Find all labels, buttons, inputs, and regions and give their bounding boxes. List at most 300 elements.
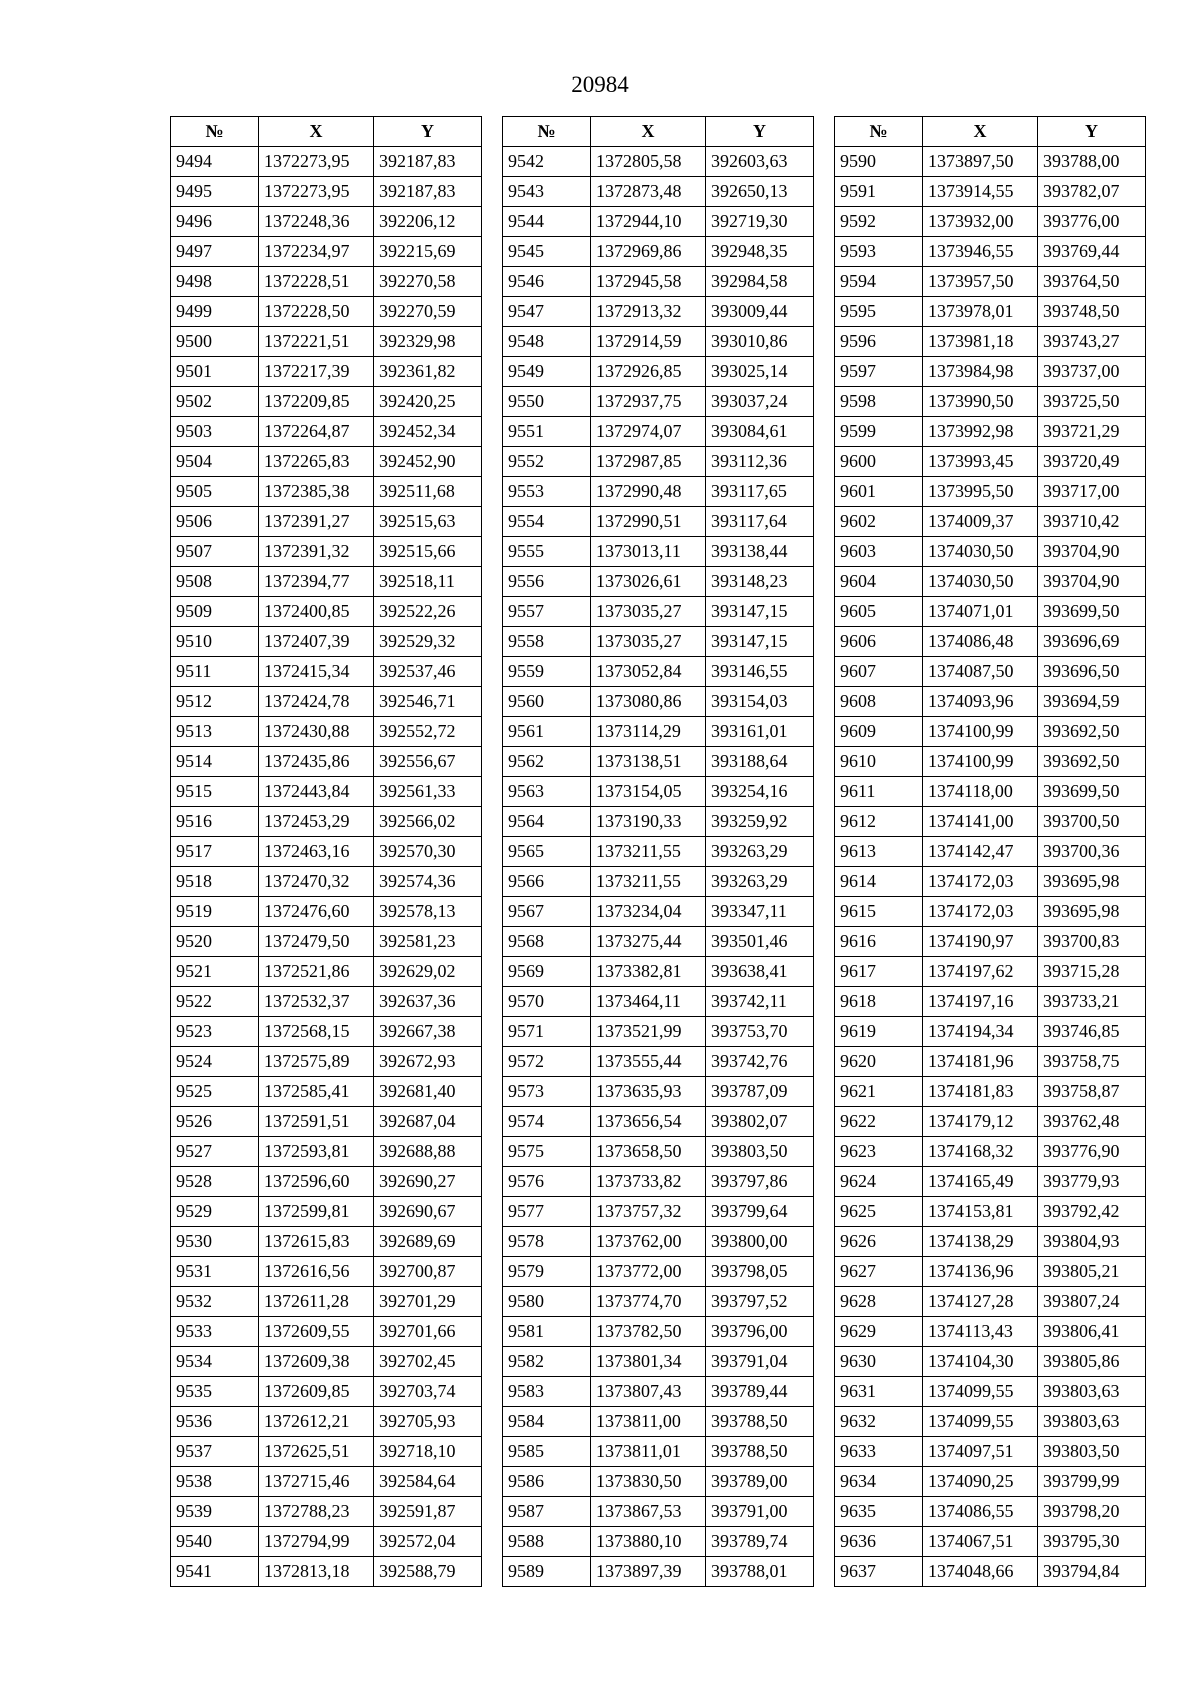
y-coordinate-cell: 392574,36 (374, 867, 482, 897)
point-number-cell: 9513 (171, 717, 259, 747)
y-coordinate-cell: 393797,52 (706, 1287, 814, 1317)
table-row (503, 627, 814, 657)
y-coordinate-cell: 392702,45 (374, 1347, 482, 1377)
x-coordinate-cell: 1373811,01 (591, 1437, 706, 1467)
x-coordinate-cell: 1372521,86 (259, 957, 374, 987)
table-row (503, 1437, 814, 1467)
table-row (171, 1377, 482, 1407)
y-coordinate-cell: 393700,50 (1038, 807, 1146, 837)
x-coordinate-cell: 1374086,48 (923, 627, 1038, 657)
y-coordinate-cell: 392452,34 (374, 417, 482, 447)
table-row (503, 1317, 814, 1347)
x-coordinate-cell: 1374087,50 (923, 657, 1038, 687)
y-coordinate-cell: 393799,64 (706, 1197, 814, 1227)
x-coordinate-cell: 1372443,84 (259, 777, 374, 807)
y-coordinate-cell: 393806,41 (1038, 1317, 1146, 1347)
point-number-cell: 9575 (503, 1137, 591, 1167)
x-coordinate-cell: 1373932,00 (923, 207, 1038, 237)
point-number-cell: 9581 (503, 1317, 591, 1347)
x-coordinate-cell: 1372609,85 (259, 1377, 374, 1407)
table-row (503, 1107, 814, 1137)
y-coordinate-cell: 393804,93 (1038, 1227, 1146, 1257)
y-coordinate-cell: 393798,05 (706, 1257, 814, 1287)
x-coordinate-cell: 1374197,62 (923, 957, 1038, 987)
table-row (835, 417, 1146, 447)
table-row (503, 897, 814, 927)
table-row (171, 567, 482, 597)
x-coordinate-cell: 1372463,16 (259, 837, 374, 867)
table-row (171, 447, 482, 477)
x-coordinate-cell: 1373914,55 (923, 177, 1038, 207)
x-coordinate-cell: 1372813,18 (259, 1557, 374, 1587)
table-row (171, 1317, 482, 1347)
y-coordinate-cell: 393758,75 (1038, 1047, 1146, 1077)
point-number-cell: 9540 (171, 1527, 259, 1557)
point-number-cell: 9547 (503, 297, 591, 327)
table-body (835, 147, 1146, 1587)
table-row (503, 927, 814, 957)
point-number-cell: 9527 (171, 1137, 259, 1167)
y-coordinate-cell: 392718,10 (374, 1437, 482, 1467)
table-row (171, 1197, 482, 1227)
x-coordinate-cell: 1374127,28 (923, 1287, 1038, 1317)
table-row (171, 987, 482, 1017)
point-number-cell: 9553 (503, 477, 591, 507)
header-y: Y (374, 117, 482, 147)
x-coordinate-cell: 1374153,81 (923, 1197, 1038, 1227)
x-coordinate-cell: 1374181,83 (923, 1077, 1038, 1107)
y-coordinate-cell: 393138,44 (706, 537, 814, 567)
y-coordinate-cell: 392329,98 (374, 327, 482, 357)
y-coordinate-cell: 393700,36 (1038, 837, 1146, 867)
table-row (835, 927, 1146, 957)
x-coordinate-cell: 1372990,48 (591, 477, 706, 507)
x-coordinate-cell: 1373555,44 (591, 1047, 706, 1077)
table-row (503, 1017, 814, 1047)
point-number-cell: 9629 (835, 1317, 923, 1347)
y-coordinate-cell: 393263,29 (706, 867, 814, 897)
x-coordinate-cell: 1374172,03 (923, 867, 1038, 897)
y-coordinate-cell: 393799,99 (1038, 1467, 1146, 1497)
x-coordinate-cell: 1372273,95 (259, 147, 374, 177)
y-coordinate-cell: 392672,93 (374, 1047, 482, 1077)
y-coordinate-cell: 392518,11 (374, 567, 482, 597)
x-coordinate-cell: 1372873,48 (591, 177, 706, 207)
y-coordinate-cell: 393789,00 (706, 1467, 814, 1497)
header-x: X (591, 117, 706, 147)
table-row (835, 807, 1146, 837)
table-row (503, 357, 814, 387)
point-number-cell: 9634 (835, 1467, 923, 1497)
x-coordinate-cell: 1372987,85 (591, 447, 706, 477)
y-coordinate-cell: 392719,30 (706, 207, 814, 237)
point-number-cell: 9608 (835, 687, 923, 717)
y-coordinate-cell: 393010,86 (706, 327, 814, 357)
y-coordinate-cell: 393788,50 (706, 1407, 814, 1437)
x-coordinate-cell: 1372591,51 (259, 1107, 374, 1137)
point-number-cell: 9613 (835, 837, 923, 867)
point-number-cell: 9616 (835, 927, 923, 957)
point-number-cell: 9622 (835, 1107, 923, 1137)
x-coordinate-cell: 1373211,55 (591, 867, 706, 897)
table-row (171, 297, 482, 327)
y-coordinate-cell: 393779,93 (1038, 1167, 1146, 1197)
point-number-cell: 9572 (503, 1047, 591, 1077)
y-coordinate-cell: 392703,74 (374, 1377, 482, 1407)
table-row (171, 417, 482, 447)
point-number-cell: 9626 (835, 1227, 923, 1257)
y-coordinate-cell: 393084,61 (706, 417, 814, 447)
point-number-cell: 9614 (835, 867, 923, 897)
x-coordinate-cell: 1373867,53 (591, 1497, 706, 1527)
x-coordinate-cell: 1373190,33 (591, 807, 706, 837)
x-coordinate-cell: 1373957,50 (923, 267, 1038, 297)
point-number-cell: 9592 (835, 207, 923, 237)
y-coordinate-cell: 392215,69 (374, 237, 482, 267)
table-row (835, 1227, 1146, 1257)
table-row (835, 1257, 1146, 1287)
y-coordinate-cell: 393347,11 (706, 897, 814, 927)
point-number-cell: 9624 (835, 1167, 923, 1197)
point-number-cell: 9584 (503, 1407, 591, 1437)
table-row (835, 1467, 1146, 1497)
x-coordinate-cell: 1373658,50 (591, 1137, 706, 1167)
table-row (171, 807, 482, 837)
x-coordinate-cell: 1374194,34 (923, 1017, 1038, 1047)
x-coordinate-cell: 1373080,86 (591, 687, 706, 717)
table-row (171, 267, 482, 297)
point-number-cell: 9545 (503, 237, 591, 267)
x-coordinate-cell: 1372265,83 (259, 447, 374, 477)
table-row (835, 687, 1146, 717)
point-number-cell: 9537 (171, 1437, 259, 1467)
table-body (503, 147, 814, 1587)
x-coordinate-cell: 1374168,32 (923, 1137, 1038, 1167)
point-number-cell: 9633 (835, 1437, 923, 1467)
x-coordinate-cell: 1374100,99 (923, 747, 1038, 777)
point-number-cell: 9574 (503, 1107, 591, 1137)
y-coordinate-cell: 393694,59 (1038, 687, 1146, 717)
table-row (171, 1287, 482, 1317)
y-coordinate-cell: 393721,29 (1038, 417, 1146, 447)
table-row (835, 777, 1146, 807)
x-coordinate-cell: 1373052,84 (591, 657, 706, 687)
y-coordinate-cell: 393259,92 (706, 807, 814, 837)
table-row (835, 147, 1146, 177)
y-coordinate-cell: 393743,27 (1038, 327, 1146, 357)
point-number-cell: 9496 (171, 207, 259, 237)
y-coordinate-cell: 393148,23 (706, 567, 814, 597)
x-coordinate-cell: 1373762,00 (591, 1227, 706, 1257)
y-coordinate-cell: 392187,83 (374, 147, 482, 177)
table-row (171, 927, 482, 957)
x-coordinate-cell: 1372234,97 (259, 237, 374, 267)
point-number-cell: 9546 (503, 267, 591, 297)
x-coordinate-cell: 1372415,34 (259, 657, 374, 687)
y-coordinate-cell: 393147,15 (706, 627, 814, 657)
table-row (835, 567, 1146, 597)
x-coordinate-cell: 1373981,18 (923, 327, 1038, 357)
x-coordinate-cell: 1372476,60 (259, 897, 374, 927)
point-number-cell: 9610 (835, 747, 923, 777)
table-row (171, 1017, 482, 1047)
x-coordinate-cell: 1374099,55 (923, 1407, 1038, 1437)
point-number-cell: 9603 (835, 537, 923, 567)
y-coordinate-cell: 392566,02 (374, 807, 482, 837)
y-coordinate-cell: 393791,00 (706, 1497, 814, 1527)
y-coordinate-cell: 393789,74 (706, 1527, 814, 1557)
table-row (503, 867, 814, 897)
table-row (171, 1497, 482, 1527)
y-coordinate-cell: 393764,50 (1038, 267, 1146, 297)
point-number-cell: 9548 (503, 327, 591, 357)
point-number-cell: 9600 (835, 447, 923, 477)
point-number-cell: 9620 (835, 1047, 923, 1077)
x-coordinate-cell: 1372974,07 (591, 417, 706, 447)
point-number-cell: 9504 (171, 447, 259, 477)
point-number-cell: 9567 (503, 897, 591, 927)
table-row (835, 1317, 1146, 1347)
point-number-cell: 9578 (503, 1227, 591, 1257)
x-coordinate-cell: 1373138,51 (591, 747, 706, 777)
table-row (835, 537, 1146, 567)
table-row (835, 987, 1146, 1017)
x-coordinate-cell: 1374071,01 (923, 597, 1038, 627)
x-coordinate-cell: 1372407,39 (259, 627, 374, 657)
point-number-cell: 9560 (503, 687, 591, 717)
table-row (171, 1527, 482, 1557)
table-row (503, 1527, 814, 1557)
table-row (835, 657, 1146, 687)
header-x: X (259, 117, 374, 147)
point-number-cell: 9507 (171, 537, 259, 567)
y-coordinate-cell: 393161,01 (706, 717, 814, 747)
y-coordinate-cell: 392581,23 (374, 927, 482, 957)
y-coordinate-cell: 393154,03 (706, 687, 814, 717)
point-number-cell: 9510 (171, 627, 259, 657)
y-coordinate-cell: 392687,04 (374, 1107, 482, 1137)
x-coordinate-cell: 1372914,59 (591, 327, 706, 357)
y-coordinate-cell: 392420,25 (374, 387, 482, 417)
table-row (835, 327, 1146, 357)
table-row (171, 1167, 482, 1197)
x-coordinate-cell: 1374172,03 (923, 897, 1038, 927)
y-coordinate-cell: 393794,84 (1038, 1557, 1146, 1587)
point-number-cell: 9499 (171, 297, 259, 327)
y-coordinate-cell: 393782,07 (1038, 177, 1146, 207)
point-number-cell: 9556 (503, 567, 591, 597)
coordinate-table-2 (502, 116, 814, 1587)
x-coordinate-cell: 1372217,39 (259, 357, 374, 387)
x-coordinate-cell: 1372615,83 (259, 1227, 374, 1257)
table-row (503, 507, 814, 537)
table-row (835, 1557, 1146, 1587)
x-coordinate-cell: 1372990,51 (591, 507, 706, 537)
y-coordinate-cell: 393710,42 (1038, 507, 1146, 537)
y-coordinate-cell: 392546,71 (374, 687, 482, 717)
point-number-cell: 9579 (503, 1257, 591, 1287)
table-row (835, 747, 1146, 777)
x-coordinate-cell: 1374113,43 (923, 1317, 1038, 1347)
table-row (171, 1227, 482, 1257)
x-coordinate-cell: 1374181,96 (923, 1047, 1038, 1077)
table-row (835, 837, 1146, 867)
x-coordinate-cell: 1372945,58 (591, 267, 706, 297)
y-coordinate-cell: 392537,46 (374, 657, 482, 687)
y-coordinate-cell: 392701,29 (374, 1287, 482, 1317)
y-coordinate-cell: 392603,63 (706, 147, 814, 177)
x-coordinate-cell: 1372391,27 (259, 507, 374, 537)
y-coordinate-cell: 393758,87 (1038, 1077, 1146, 1107)
point-number-cell: 9533 (171, 1317, 259, 1347)
table-row (835, 357, 1146, 387)
y-coordinate-cell: 392552,72 (374, 717, 482, 747)
table-row (171, 537, 482, 567)
table-row (835, 237, 1146, 267)
point-number-cell: 9541 (171, 1557, 259, 1587)
table-row (835, 1437, 1146, 1467)
y-coordinate-cell: 393796,00 (706, 1317, 814, 1347)
x-coordinate-cell: 1373801,34 (591, 1347, 706, 1377)
table-row (835, 1107, 1146, 1137)
point-number-cell: 9630 (835, 1347, 923, 1377)
point-number-cell: 9593 (835, 237, 923, 267)
point-number-cell: 9590 (835, 147, 923, 177)
table-row (835, 597, 1146, 627)
point-number-cell: 9602 (835, 507, 923, 537)
table-row (171, 387, 482, 417)
point-number-cell: 9557 (503, 597, 591, 627)
point-number-cell: 9498 (171, 267, 259, 297)
table-row (171, 1407, 482, 1437)
x-coordinate-cell: 1372385,38 (259, 477, 374, 507)
y-coordinate-cell: 393802,07 (706, 1107, 814, 1137)
y-coordinate-cell: 392206,12 (374, 207, 482, 237)
y-coordinate-cell: 392270,58 (374, 267, 482, 297)
y-coordinate-cell: 392572,04 (374, 1527, 482, 1557)
point-number-cell: 9543 (503, 177, 591, 207)
y-coordinate-cell: 393742,11 (706, 987, 814, 1017)
point-number-cell: 9594 (835, 267, 923, 297)
y-coordinate-cell: 393725,50 (1038, 387, 1146, 417)
table-row (171, 657, 482, 687)
table-row (171, 747, 482, 777)
table-row (171, 867, 482, 897)
x-coordinate-cell: 1372609,38 (259, 1347, 374, 1377)
y-coordinate-cell: 392556,67 (374, 747, 482, 777)
table-row (503, 717, 814, 747)
table-row (835, 207, 1146, 237)
table-row (503, 1347, 814, 1377)
point-number-cell: 9530 (171, 1227, 259, 1257)
coordinate-table-1 (170, 116, 482, 1587)
y-coordinate-cell: 392588,79 (374, 1557, 482, 1587)
y-coordinate-cell: 393746,85 (1038, 1017, 1146, 1047)
table-row (503, 417, 814, 447)
point-number-cell: 9501 (171, 357, 259, 387)
point-number-cell: 9521 (171, 957, 259, 987)
x-coordinate-cell: 1373234,04 (591, 897, 706, 927)
table-row (503, 1497, 814, 1527)
y-coordinate-cell: 393263,29 (706, 837, 814, 867)
x-coordinate-cell: 1373811,00 (591, 1407, 706, 1437)
table-row (503, 537, 814, 567)
y-coordinate-cell: 393692,50 (1038, 717, 1146, 747)
table-row (171, 897, 482, 927)
x-coordinate-cell: 1372913,32 (591, 297, 706, 327)
y-coordinate-cell: 392688,88 (374, 1137, 482, 1167)
y-coordinate-cell: 393147,15 (706, 597, 814, 627)
table-row (171, 177, 482, 207)
table-row (835, 867, 1146, 897)
table-row (503, 1257, 814, 1287)
x-coordinate-cell: 1372430,88 (259, 717, 374, 747)
table-row (171, 1047, 482, 1077)
point-number-cell: 9497 (171, 237, 259, 267)
y-coordinate-cell: 393803,63 (1038, 1377, 1146, 1407)
point-number-cell: 9515 (171, 777, 259, 807)
x-coordinate-cell: 1374097,51 (923, 1437, 1038, 1467)
point-number-cell: 9535 (171, 1377, 259, 1407)
y-coordinate-cell: 393696,69 (1038, 627, 1146, 657)
point-number-cell: 9512 (171, 687, 259, 717)
point-number-cell: 9509 (171, 597, 259, 627)
x-coordinate-cell: 1373978,01 (923, 297, 1038, 327)
table-row (835, 477, 1146, 507)
table-row (171, 597, 482, 627)
point-number-cell: 9565 (503, 837, 591, 867)
point-number-cell: 9605 (835, 597, 923, 627)
y-coordinate-cell: 392570,30 (374, 837, 482, 867)
table-row (503, 597, 814, 627)
point-number-cell: 9596 (835, 327, 923, 357)
point-number-cell: 9582 (503, 1347, 591, 1377)
point-number-cell: 9532 (171, 1287, 259, 1317)
point-number-cell: 9588 (503, 1527, 591, 1557)
point-number-cell: 9566 (503, 867, 591, 897)
point-number-cell: 9568 (503, 927, 591, 957)
table-row (171, 477, 482, 507)
table-row (171, 1077, 482, 1107)
table-row (171, 507, 482, 537)
x-coordinate-cell: 1372568,15 (259, 1017, 374, 1047)
table-row (835, 267, 1146, 297)
x-coordinate-cell: 1373211,55 (591, 837, 706, 867)
header-num: № (835, 117, 923, 147)
point-number-cell: 9522 (171, 987, 259, 1017)
point-number-cell: 9555 (503, 537, 591, 567)
y-coordinate-cell: 392689,69 (374, 1227, 482, 1257)
table-row (503, 1467, 814, 1497)
table-row (835, 957, 1146, 987)
point-number-cell: 9632 (835, 1407, 923, 1437)
x-coordinate-cell: 1373995,50 (923, 477, 1038, 507)
x-coordinate-cell: 1372264,87 (259, 417, 374, 447)
x-coordinate-cell: 1372599,81 (259, 1197, 374, 1227)
x-coordinate-cell: 1372470,32 (259, 867, 374, 897)
x-coordinate-cell: 1373993,45 (923, 447, 1038, 477)
x-coordinate-cell: 1372715,46 (259, 1467, 374, 1497)
point-number-cell: 9569 (503, 957, 591, 987)
x-coordinate-cell: 1372593,81 (259, 1137, 374, 1167)
point-number-cell: 9538 (171, 1467, 259, 1497)
x-coordinate-cell: 1372532,37 (259, 987, 374, 1017)
table-row (503, 477, 814, 507)
point-number-cell: 9573 (503, 1077, 591, 1107)
y-coordinate-cell: 392667,38 (374, 1017, 482, 1047)
y-coordinate-cell: 392650,13 (706, 177, 814, 207)
x-coordinate-cell: 1373521,99 (591, 1017, 706, 1047)
